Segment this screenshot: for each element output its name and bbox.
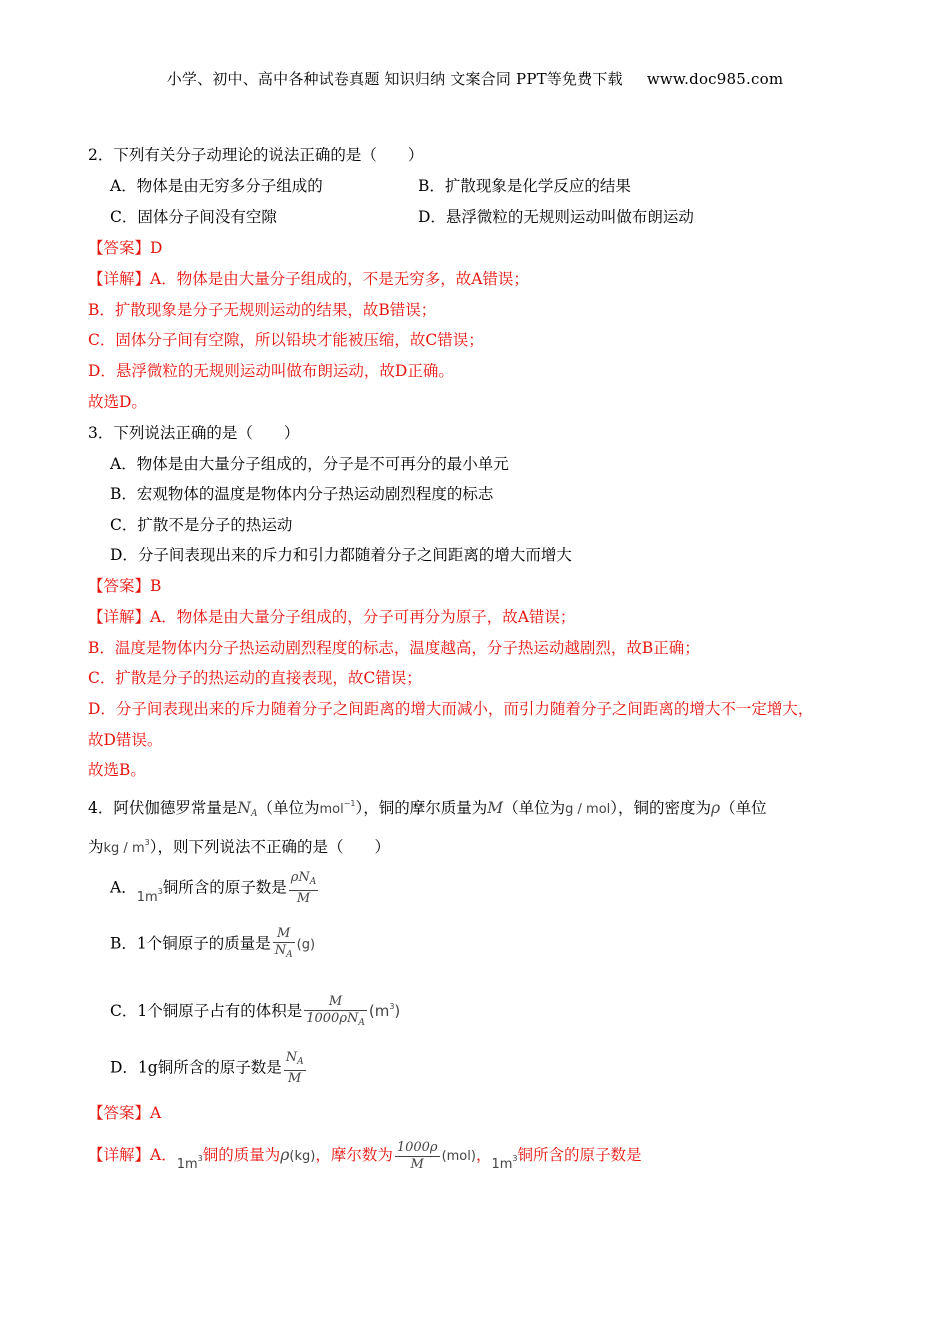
molar-mass-symbol: M [487, 799, 504, 817]
q4-stem-line1: 4．阿伏伽德罗常量是$N_A$（单位为mol$^{-1}$），铜的摩尔质量为M（单位为g / mol），铜的密度为ρ（单位 [88, 799, 767, 819]
formula-1000-rho-over-m: $\frac{1000\rho}{M}$ [396, 1139, 438, 1172]
q3-detail-4-cont: 故D错误。 [88, 731, 163, 749]
q2-option-d: D．悬浮微粒的无规则运动叫做布朗运动 [418, 208, 694, 226]
formula-m-over-1000-rho-na: $\frac{M}{1000\rho N_A}$ [306, 993, 365, 1028]
q2-detail-3: C．固体分子间有空隙，所以铅块才能被压缩，故C错误； [88, 331, 484, 349]
q4-answer: 【答案】A [88, 1104, 162, 1122]
q3-detail-1: 【详解】A．物体是由大量分子组成的，分子可再分为原子，故A错误； [88, 608, 576, 626]
q4-detail-1: 【详解】A．$_{1m^3}$铜的质量为ρ(kg)，摩尔数为 $\frac{1000\rho}{M}$ (mol)，$_{1m^3}$铜所含的原子数是 [88, 1139, 642, 1172]
avogadro-symbol: $N_A$ [237, 799, 258, 819]
q3-conclusion: 故选B。 [88, 761, 146, 779]
q2-stem: 2．下列有关分子动理论的说法正确的是（ ） [88, 146, 424, 164]
q2-option-a: A．物体是由无穷多分子组成的 [110, 177, 323, 195]
q4-option-b: B．1个铜原子的质量是 $\frac{M}{N_A}$ (g) [110, 926, 315, 963]
q3-detail-3: C．扩散是分子的热运动的直接表现，故C错误； [88, 669, 422, 687]
formula-na-over-m: $\frac{N_A}{M}$ [285, 1050, 304, 1086]
q2-detail-4: D．悬浮微粒的无规则运动叫做布朗运动，故D正确。 [88, 362, 454, 380]
formula-rho-na-over-m: $\frac{\rho N_A}{M}$ [290, 870, 317, 906]
q2-answer: 【答案】D [88, 239, 163, 257]
q3-option-c: C．扩散不是分子的热运动 [110, 516, 293, 534]
q3-option-d: D．分子间表现出来的斥力和引力都随着分子之间距离的增大而增大 [110, 546, 572, 564]
density-symbol: ρ [711, 799, 721, 817]
q3-option-b: B．宏观物体的温度是物体内分子热运动剧烈程度的标志 [110, 485, 494, 503]
q4-option-c: C．1个铜原子占有的体积是 $\frac{M}{1000\rho N_A}$ $(m^3)$ [110, 990, 400, 1031]
header-url[interactable]: www.doc985.com [646, 70, 784, 88]
q3-detail-2: B．温度是物体内分子热运动剧烈程度的标志，温度越高，分子热运动越剧烈，故B正确； [88, 639, 700, 657]
q3-detail-4: D．分子间表现出来的斥力随着分子之间距离的增大而减小，而引力随着分子之间距离的增大不一定增大， [88, 700, 814, 718]
q2-conclusion: 故选D。 [88, 393, 147, 411]
unit-mol-inverse: mol$^{-1}$ [319, 799, 356, 817]
q3-stem: 3．下列说法正确的是（ ） [88, 424, 300, 442]
q4-option-d: D．1g铜所含的原子数是 $\frac{N_A}{M}$ [110, 1050, 304, 1086]
header-text: 小学、初中、高中各种试卷真题 知识归纳 文案合同 PPT等免费下载 [166, 70, 623, 88]
q2-detail-1: 【详解】A．物体是由大量分子组成的，不是无穷多，故A错误； [88, 270, 529, 288]
q2-option-b: B．扩散现象是化学反应的结果 [418, 177, 631, 195]
unit-kg-per-m3: kg / $m^3$ [103, 838, 150, 856]
page-header [0, 68, 950, 89]
formula-m-over-na: $\frac{M}{N_A}$ [274, 926, 293, 960]
q4-stem-line2: 为kg / $m^3$），则下列说法不正确的是（ ） [88, 838, 390, 856]
q2-option-c: C．固体分子间没有空隙 [110, 208, 277, 226]
q2-detail-2: B．扩散现象是分子无规则运动的结果，故B错误； [88, 301, 437, 319]
q4-option-a: A．$_{1m^3}$铜所含的原子数是 $\frac{\rho N_A}{M}$ [110, 870, 317, 906]
q3-option-a: A．物体是由大量分子组成的，分子是不可再分的最小单元 [110, 455, 509, 473]
q3-answer: 【答案】B [88, 577, 162, 595]
unit-g-per-mol: g / mol [565, 802, 611, 817]
